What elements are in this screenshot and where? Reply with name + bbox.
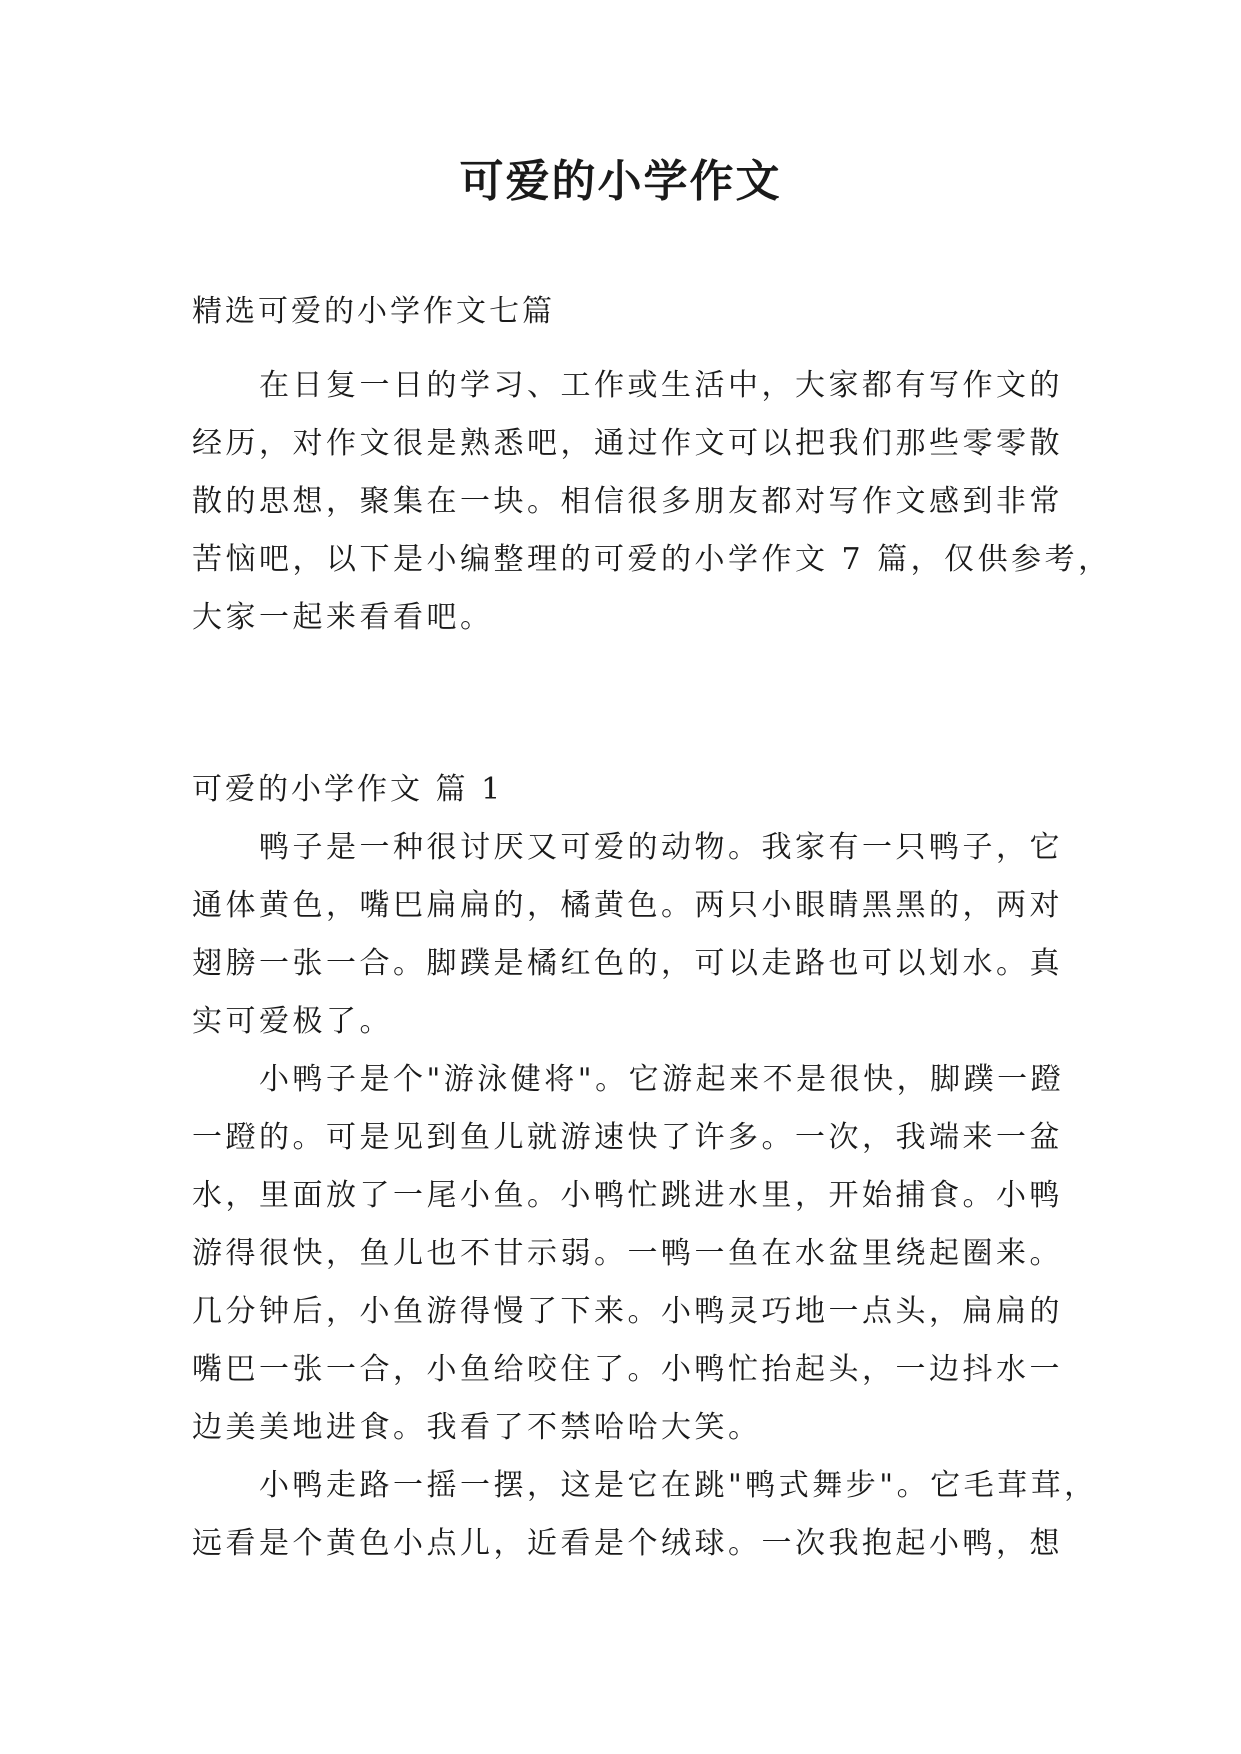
paragraph-line: 水，里面放了一尾小鱼。小鸭忙跳进水里，开始捕食。小鸭 [192, 1178, 1063, 1213]
paragraph-line: 小鸭走路一摇一摆，这是它在跳"鸭式舞步"。它毛茸茸， [192, 1468, 1098, 1503]
paragraph-line: 嘴巴一张一合，小鱼给咬住了。小鸭忙抬起头，一边抖水一 [192, 1352, 1063, 1387]
section-heading: 可爱的小学作文 篇 1 [192, 772, 504, 807]
body-paragraph-3 [192, 1457, 1098, 1573]
paragraph-line: 一蹬的。可是见到鱼儿就游速快了许多。一次，我端来一盆 [192, 1120, 1063, 1155]
paragraph-line: 通体黄色，嘴巴扁扁的，橘黄色。两只小眼睛黑黑的，两对 [192, 888, 1063, 923]
paragraph-line: 小鸭子是个"游泳健将"。它游起来不是很快，脚蹼一蹬 [192, 1062, 1065, 1097]
paragraph-line: 翅膀一张一合。脚蹼是橘红色的，可以走路也可以划水。真 [192, 946, 1063, 981]
document-subtitle: 精选可爱的小学作文七篇 [192, 294, 555, 329]
paragraph-line: 鸭子是一种很讨厌又可爱的动物。我家有一只鸭子，它 [192, 830, 1063, 865]
document-title: 可爱的小学作文 [459, 156, 782, 207]
intro-line: 大家一起来看看吧。 [192, 600, 494, 635]
intro-line: 在日复一日的学习、工作或生活中，大家都有写作文的 [192, 368, 1063, 403]
intro-paragraph [192, 357, 1112, 647]
paragraph-line: 游得很快，鱼儿也不甘示弱。一鸭一鱼在水盆里绕起圈来。 [192, 1236, 1063, 1271]
paragraph-line: 远看是个黄色小点儿，近看是个绒球。一次我抱起小鸭，想 [192, 1526, 1063, 1561]
body-paragraph-1 [192, 819, 1072, 1051]
paragraph-line: 实可爱极了。 [192, 1004, 393, 1039]
body-paragraph-2 [192, 1051, 1072, 1457]
intro-line: 苦恼吧，以下是小编整理的可爱的小学作文 7 篇，仅供参考， [192, 542, 1112, 577]
intro-line: 经历，对作文很是熟悉吧，通过作文可以把我们那些零零散 [192, 426, 1063, 461]
paragraph-line: 边美美地进食。我看了不禁哈哈大笑。 [192, 1410, 762, 1445]
intro-line: 散的思想，聚集在一块。相信很多朋友都对写作文感到非常 [192, 484, 1063, 519]
paragraph-line: 几分钟后，小鱼游得慢了下来。小鸭灵巧地一点头，扁扁的 [192, 1294, 1063, 1329]
